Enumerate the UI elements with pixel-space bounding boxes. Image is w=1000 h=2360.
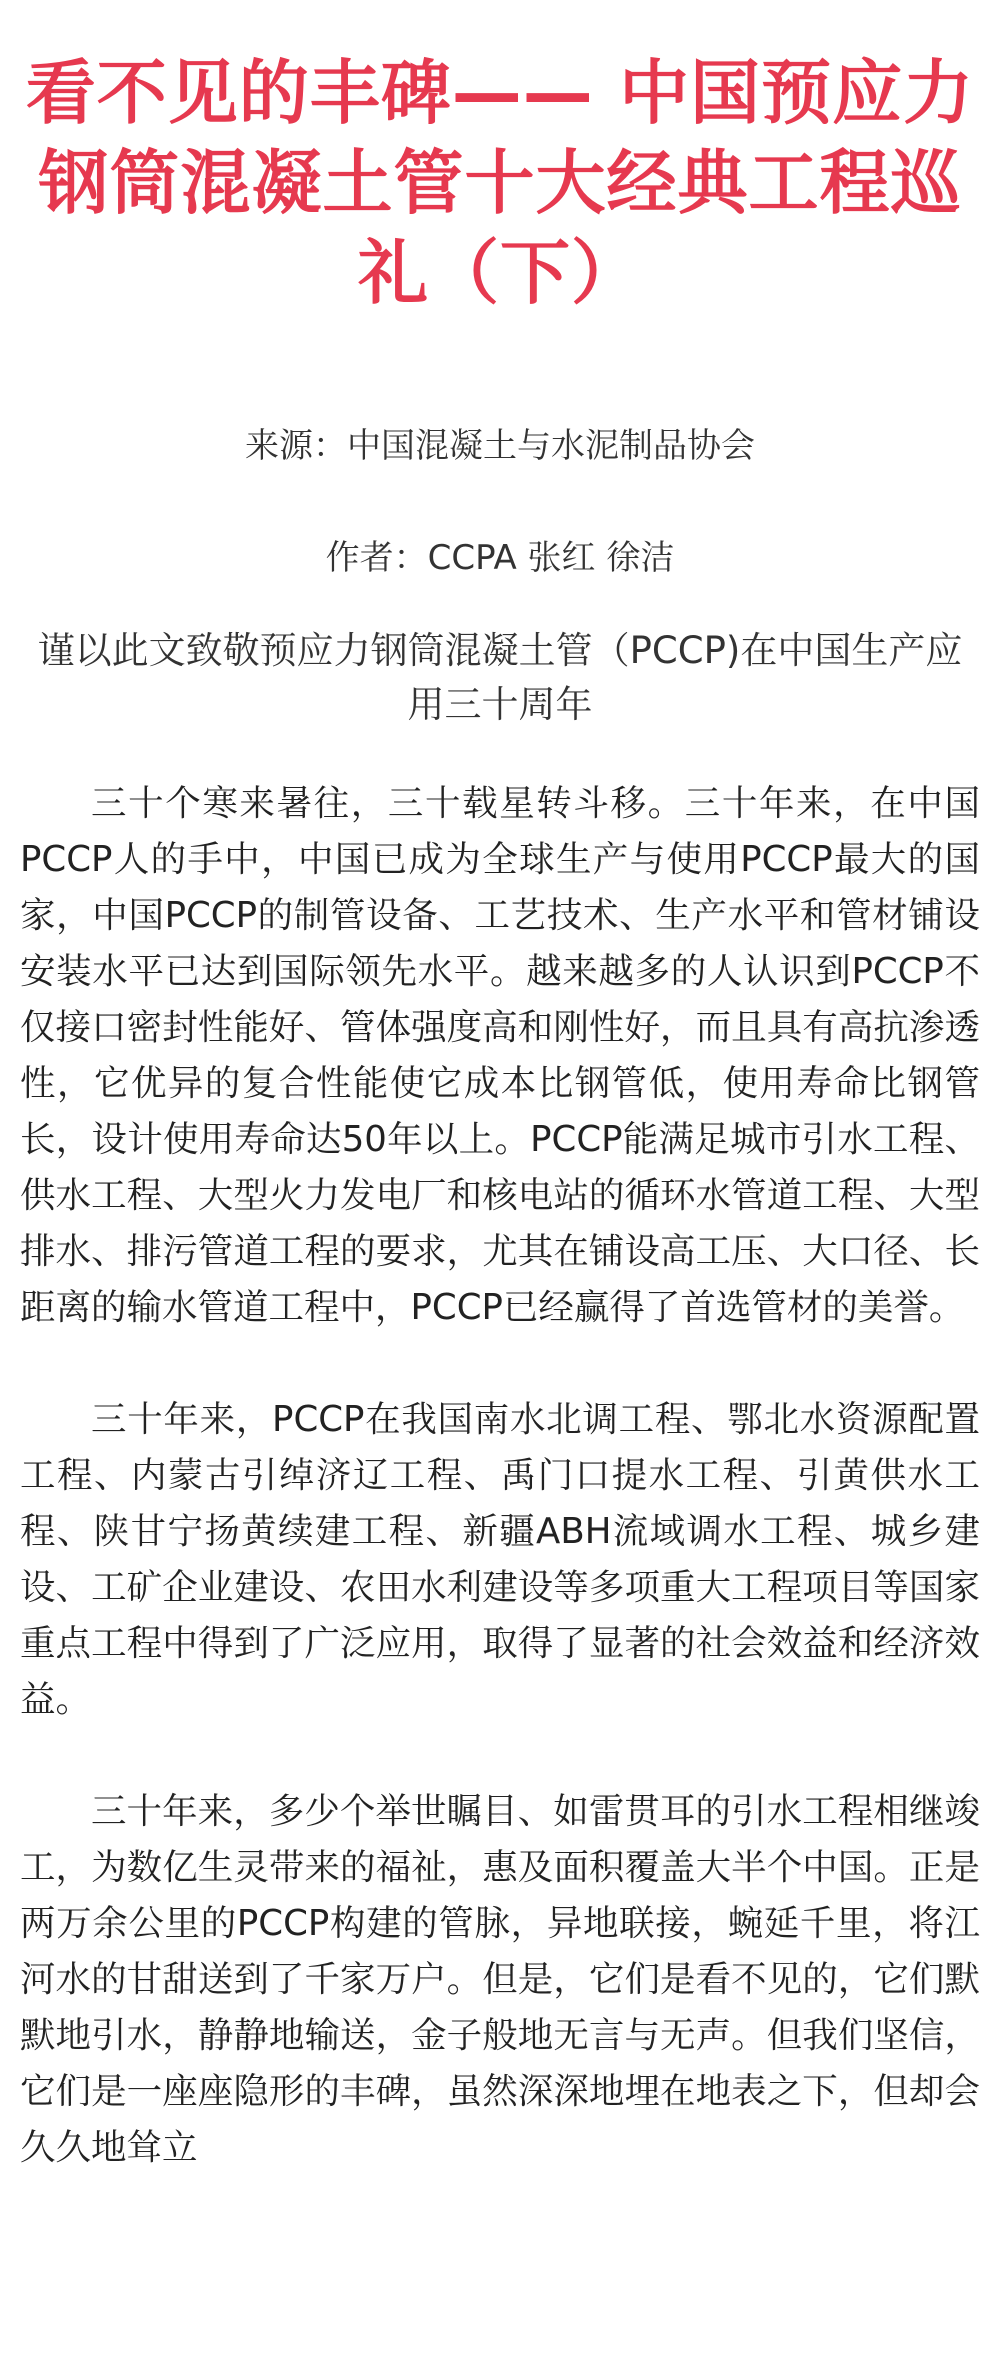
article-title: 看不见的丰碑—— 中国预应力钢筒混凝土管十大经典工程巡礼（下） <box>25 52 975 314</box>
article-source: 来源：中国混凝土与水泥制品协会 <box>245 426 755 466</box>
article-author: 作者：CCPA 张红 徐洁 <box>325 538 675 578</box>
body-paragraph: 三十个寒来暑往，三十载星转斗移。三十年来，在中国PCCP人的手中，中国已成为全球生产与使用PCCP最大的国家，中国PCCP的制管设备、工艺技术、生产水平和管材铺设安装水平已达到国际领先水平。越来越多的人认识到PCCP不仅接口密封性能好、管体强度高和刚性好，而且具有高抗渗透性，它优异的复合性能使它成本比钢管低，使用寿命比钢管长，设计使用寿命达50年以上。PCCP能满足城市引水工程、供水工程、大型火力发电厂和核电站的循环水管道工程、大型排水、排污管道工程的要求，尤其在铺设高工压、大口径、长距离的输水管道工程中，PCCP已经赢得了首选管材的美誉。 <box>20 783 980 1328</box>
body-paragraph: 三十年来，多少个举世瞩目、如雷贯耳的引水工程相继竣工，为数亿生灵带来的福祉，惠及面积覆盖大半个中国。正是两万余公里的PCCP构建的管脉，异地联接，蜿延千里，将江河水的甘甜送到了千家万户。但是，它们是看不见的，它们默默地引水，静静地输送，金子般地无言与无声。但我们坚信，它们是一座座隐形的丰碑，虽然深深地埋在地表之下，但却会久久地耸立 <box>20 1791 980 2168</box>
dedication-line: 谨以此文致敬预应力钢筒混凝土管（PCCP)在中国生产应用三十周年 <box>37 629 963 726</box>
body-paragraph: 三十年来，PCCP在我国南水北调工程、鄂北水资源配置工程、内蒙古引绰济辽工程、禹门口提水工程、引黄供水工程、陕甘宁扬黄续建工程、新疆ABH流域调水工程、城乡建设、工矿企业建设、农田水利建设等多项重大工程项目等国家重点工程中得到了广泛应用，取得了显著的社会效益和经济效益。 <box>20 1399 980 1720</box>
